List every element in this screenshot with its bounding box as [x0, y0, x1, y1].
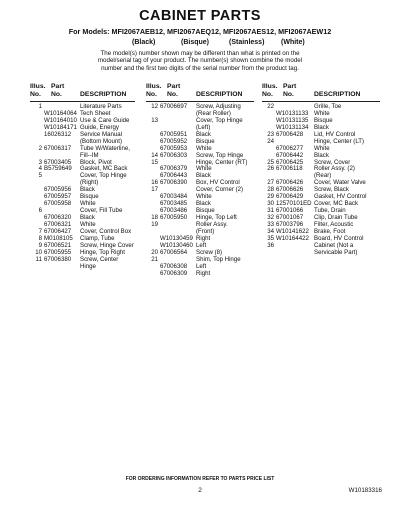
part-number: 67006442 — [276, 151, 304, 159]
header-illus-no: No. — [146, 91, 157, 98]
parts-column-2 — [146, 83, 254, 277]
part-description: Servicable Part) — [314, 248, 358, 256]
part-description: Brake, Foot — [314, 227, 346, 235]
color-label-bisque: (Bisque) — [181, 39, 209, 46]
illus-number: 2 — [38, 144, 42, 152]
part-description: Screw, Center — [80, 255, 119, 263]
part-number: 67003796 — [276, 220, 304, 228]
part-description: Screw, Adjusting — [196, 103, 241, 110]
part-description: Right — [196, 269, 211, 277]
color-label-stainless: (Stainless) — [229, 39, 265, 46]
models-line: For Models: MFI2067AEB12, MFI2067AEQ12, MFI2067AES12, MFI2067AEW12 — [68, 27, 332, 36]
illus-number: 10 — [35, 248, 42, 256]
illus-number: 11 — [35, 255, 42, 263]
part-number: W10184171 — [44, 123, 77, 131]
illus-number: 27 — [267, 179, 274, 187]
document-number: W10183316 — [348, 487, 382, 494]
part-number: 67003485 — [160, 200, 188, 208]
part-number: W10131135 — [276, 116, 309, 124]
part-description: White — [314, 144, 330, 152]
illus-number: 31 — [267, 207, 274, 215]
parts-row — [30, 264, 135, 271]
part-description: White — [80, 200, 96, 208]
part-number: 16026312 — [44, 130, 72, 138]
part-number: W10164422 — [276, 234, 309, 242]
part-description: (Rear) — [314, 172, 332, 180]
part-description: Screw (8) — [196, 248, 223, 256]
part-number: 67006308 — [160, 262, 188, 270]
part-description: Cover, Top Hinge — [80, 172, 127, 180]
part-description: Gasket, MC Back — [80, 165, 128, 173]
part-description: Hinge, Center (RT) — [196, 158, 248, 166]
part-number: 67006427 — [44, 227, 72, 235]
illus-number: 21 — [151, 255, 158, 263]
illus-number: 33 — [267, 220, 274, 228]
part-description: Roller Assy. — [196, 220, 228, 228]
illus-number: 20 — [151, 248, 158, 256]
model-note: The model(s) number shown may be different than what is printed on the model/serial tag of your product. The number(s) shown combine the model number and the first two digits of the serial number from the product tag. — [97, 50, 303, 72]
header-illus: Illus. — [146, 83, 162, 90]
illus-number: 25 — [267, 158, 274, 166]
part-description: Cabinet (Not a — [314, 241, 354, 249]
part-description: Black — [314, 123, 329, 131]
parts-column-1 — [30, 83, 135, 271]
part-number: 67005955 — [44, 248, 72, 256]
part-description: White — [196, 193, 212, 201]
part-number: 67006425 — [276, 158, 304, 166]
illus-number: 32 — [267, 214, 274, 221]
part-number: W10131133 — [276, 109, 309, 117]
part-number: 67006277 — [276, 144, 304, 152]
illus-number: 29 — [267, 193, 274, 201]
part-description: (Front) — [196, 227, 215, 235]
illus-number: 4 — [38, 165, 42, 173]
illus-number: 5 — [38, 172, 42, 180]
header-illus: Illus. — [262, 83, 278, 90]
part-description: Cover, Top Hinge — [196, 116, 243, 124]
part-description: Hinge — [80, 262, 96, 270]
part-number: 67006379 — [160, 165, 188, 173]
illus-number: 26 — [267, 165, 274, 173]
part-description: Screw, Top Hinge — [196, 151, 244, 159]
parts-column-3 — [262, 83, 380, 257]
part-number: 67006697 — [160, 103, 188, 110]
parts-list — [146, 104, 254, 277]
header-part: Part — [167, 83, 181, 90]
illus-number: 12 — [151, 103, 158, 110]
part-description: White — [314, 109, 330, 117]
illus-number: 3 — [38, 158, 42, 166]
header-rule — [30, 101, 135, 102]
part-description: Board, HV Control — [314, 234, 364, 242]
part-number: 67003405 — [44, 158, 72, 166]
part-description: Fill--IM — [80, 151, 99, 159]
part-description: Clamp, Tube — [80, 234, 115, 242]
part-number: 67006303 — [160, 151, 188, 159]
part-description: Hinge, Top Right — [80, 248, 125, 256]
header-rule — [262, 101, 380, 102]
part-description: (Rear Roller) — [196, 109, 231, 117]
part-number: 67001067 — [276, 214, 304, 221]
illus-number: 17 — [151, 186, 158, 194]
part-number: W10164010 — [44, 116, 77, 124]
part-description: White — [196, 165, 212, 173]
part-number: 67006309 — [160, 269, 188, 277]
part-number: 67006390 — [160, 179, 188, 187]
ordering-footer: FOR ORDERING INFORMATION REFER TO PARTS PRICE LIST — [125, 476, 275, 482]
header-description: DESCRIPTION — [314, 91, 361, 98]
part-description: Shim, Top Hinge — [196, 255, 241, 263]
header-illus-no: No. — [30, 91, 41, 98]
header-illus-no: No. — [262, 91, 273, 98]
part-description: Black — [196, 172, 211, 180]
part-description: Left — [196, 241, 207, 249]
color-label-black: (Black) — [132, 39, 156, 46]
part-description: Roller Assy. (2) — [314, 165, 355, 173]
part-description: Bisque — [80, 193, 99, 201]
illus-number: 8 — [38, 234, 42, 242]
header-part: Part — [51, 83, 65, 90]
page-number: 2 — [198, 487, 202, 494]
part-number: 67006626 — [276, 186, 304, 194]
part-description: Grille, Toe — [314, 103, 342, 110]
illus-number: 16 — [151, 179, 158, 187]
part-number: 67006429 — [276, 193, 304, 201]
column-header — [30, 83, 135, 101]
color-label-white: (White) — [281, 39, 305, 46]
page-title: CABINET PARTS — [139, 8, 261, 24]
parts-list — [262, 104, 380, 257]
part-description: Guide, Energy — [80, 123, 119, 131]
part-number: 67006521 — [44, 241, 72, 249]
illus-number: 23 — [267, 130, 274, 138]
part-number: 67006317 — [44, 144, 72, 152]
part-description: Box, HV Control — [196, 179, 240, 187]
part-number: 67006118 — [276, 165, 303, 173]
illus-number: 18 — [151, 214, 158, 221]
part-description: Tube, Drain — [314, 207, 346, 215]
header-illus: Illus. — [30, 83, 46, 90]
parts-row — [146, 271, 254, 278]
part-number: W10164064 — [44, 109, 77, 117]
illus-number: 30 — [267, 200, 274, 208]
part-number: 67006320 — [44, 214, 72, 221]
part-description: Literature Parts — [80, 103, 122, 110]
illus-number: 36 — [267, 241, 274, 249]
header-description: DESCRIPTION — [80, 91, 127, 98]
part-number: W10130459 — [160, 234, 193, 242]
part-number: 67006443 — [160, 172, 188, 180]
part-description: Use & Care Guide — [80, 116, 130, 124]
part-description: Black — [196, 200, 211, 208]
part-number: W10130460 — [160, 241, 193, 249]
part-number: 67006321 — [44, 220, 72, 228]
part-description: Tube W/Waterline, — [80, 144, 131, 152]
part-number: 67005952 — [160, 137, 188, 145]
illus-number: 24 — [267, 137, 274, 145]
part-number: W10141622 — [276, 227, 309, 235]
part-description: Gasket, HV Control — [314, 193, 367, 201]
part-number: 67005951 — [160, 130, 188, 138]
part-description: Screw, Cover — [314, 158, 351, 166]
illus-number: 14 — [151, 151, 158, 159]
part-number: 67005958 — [44, 200, 72, 208]
part-description: Bisque — [196, 207, 215, 215]
part-description: Lid, HV Control — [314, 130, 356, 138]
part-description: Bisque — [196, 137, 215, 145]
illus-number: 19 — [151, 220, 158, 228]
illus-number: 7 — [38, 227, 42, 235]
part-description: Cover, Fill Tube — [80, 207, 123, 215]
illus-number: 1 — [38, 103, 42, 110]
part-number: 12570101ED — [276, 200, 312, 208]
part-number: 67003484 — [160, 193, 188, 201]
part-number: 67006380 — [44, 255, 72, 263]
part-description: Screw, Black — [314, 186, 349, 194]
part-description: Cover, MC Back — [314, 200, 359, 208]
part-description: Filter, Acoustic — [314, 220, 354, 228]
part-number: 67006428 — [276, 130, 304, 138]
part-description: Black — [196, 130, 211, 138]
illus-number: 15 — [151, 158, 158, 166]
part-number: 67005950 — [160, 214, 188, 221]
illus-number: 34 — [267, 227, 274, 235]
part-description: Hinge, Top Left — [196, 214, 237, 221]
part-description: Black — [80, 186, 95, 194]
part-number: M0108105 — [44, 234, 73, 242]
illus-number: 9 — [38, 241, 42, 249]
part-number: 67006426 — [276, 179, 304, 187]
part-description: Block, Pivot — [80, 158, 112, 166]
part-description: Tech Sheet — [80, 109, 111, 117]
part-description: White — [80, 220, 96, 228]
part-description: Service Manual — [80, 130, 122, 138]
part-description: Left — [196, 262, 207, 270]
part-description: Cover, Corner (2) — [196, 186, 244, 194]
illus-number: 13 — [151, 116, 158, 124]
part-description: (Bottom Mount) — [80, 137, 122, 145]
parts-list — [30, 104, 135, 271]
part-number: 67005956 — [44, 186, 72, 194]
header-part-no: No. — [167, 91, 178, 98]
header-part-no: No. — [51, 91, 62, 98]
illus-number: 6 — [38, 207, 42, 215]
header-part-no: No. — [283, 91, 294, 98]
part-description: White — [196, 144, 212, 152]
part-description: Right — [196, 234, 211, 242]
header-part: Part — [283, 83, 297, 90]
part-description: Bisque — [314, 116, 333, 124]
part-description: Hinge, Center (LT) — [314, 137, 365, 145]
part-number: 67005953 — [160, 144, 188, 152]
part-description: Screw, Hinge Cover — [80, 241, 134, 249]
part-description: Clip, Drain Tube — [314, 214, 358, 221]
header-rule — [146, 101, 254, 102]
part-number: 67005957 — [44, 193, 72, 201]
column-header — [262, 83, 380, 101]
part-description: (Right) — [80, 179, 99, 187]
part-number: 67003486 — [160, 207, 188, 215]
part-number: B5759649 — [44, 165, 72, 173]
part-number: W10131134 — [276, 123, 309, 131]
part-description: Cover, Control Box — [80, 227, 132, 235]
header-description: DESCRIPTION — [196, 91, 243, 98]
part-description: Black — [314, 151, 329, 159]
part-description: Black — [80, 214, 95, 221]
illus-number: 35 — [267, 234, 274, 242]
column-header — [146, 83, 254, 101]
illus-number: 22 — [267, 103, 274, 110]
parts-row — [262, 250, 380, 257]
part-description: Cover, Water Valve — [314, 179, 366, 187]
illus-number: 28 — [267, 186, 274, 194]
part-description: (Left) — [196, 123, 211, 131]
part-number: 67006564 — [160, 248, 188, 256]
part-number: 67001066 — [276, 207, 304, 215]
